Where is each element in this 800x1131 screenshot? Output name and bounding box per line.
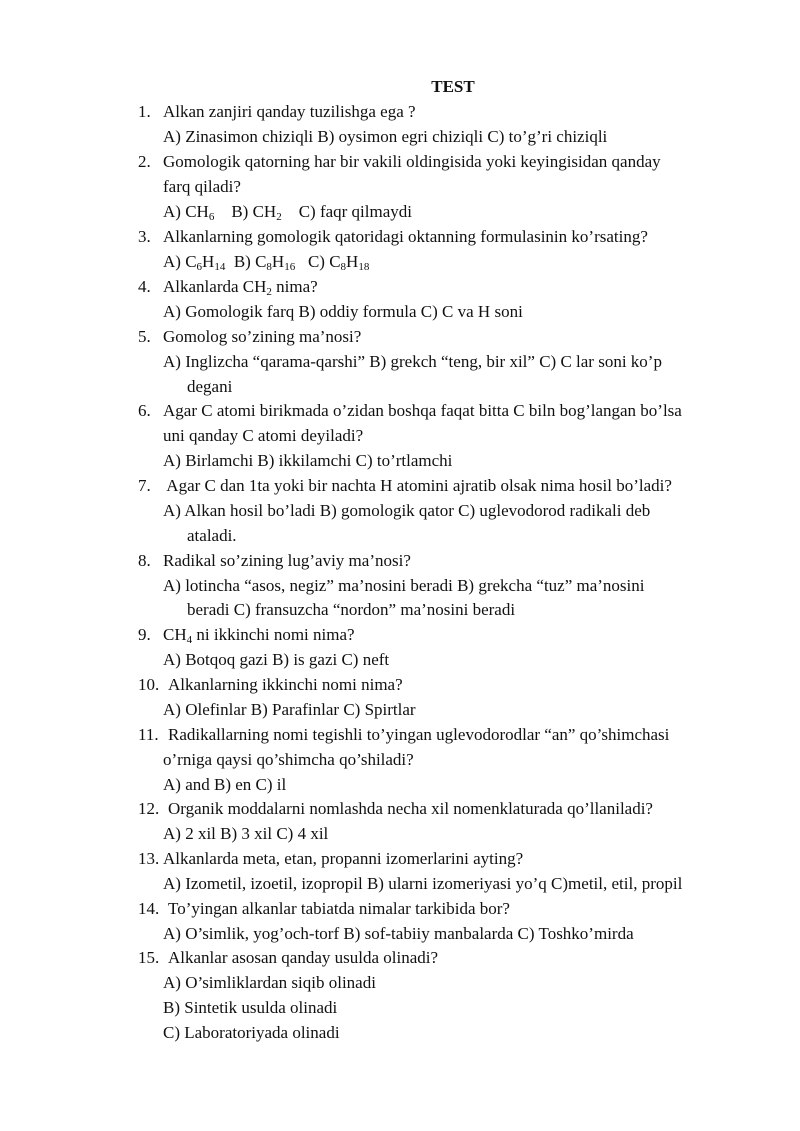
question-text: Alkanlarda meta, etan, propanni izomerlarini ayting? [163, 849, 524, 868]
subscript: 4 [186, 634, 193, 646]
question-number: 11. [138, 725, 159, 744]
question-number: 15. [138, 948, 160, 967]
subscript: 16 [284, 261, 296, 273]
option-b: B) C [233, 252, 267, 271]
question-text: Alkanlarning ikkinchi nomi nima? [168, 675, 403, 694]
question-1 [0, 102, 800, 122]
text-part: nima? [271, 277, 318, 296]
question-number: 2. [138, 152, 151, 171]
question-text: Agar C dan 1ta yoki bir nachta H atomini ajratib olsak nima hosil bo’ladi? [163, 476, 672, 495]
question-text: Radikal so’zining lug’aviy ma’nosi? [163, 551, 411, 570]
question-15 [0, 948, 800, 968]
question-4-options: A) Gomologik farq B) oddiy formula C) C va H soni [163, 302, 523, 321]
question-9 [0, 625, 800, 645]
question-text [163, 277, 318, 297]
question-8-options: A) lotincha “asos, negiz” ma’nosini beradi B) grekcha “tuz” ma’nosini [163, 576, 645, 595]
formula-part: H [202, 252, 215, 271]
question-text [163, 625, 355, 645]
question-8 [0, 551, 800, 571]
question-6-text-continued: uni qanday C atomi deyiladi? [163, 426, 364, 445]
question-2 [0, 152, 800, 172]
text-part: Alkanlarda CH [163, 277, 267, 296]
option-b: B) CH [231, 202, 277, 221]
subscript: 2 [266, 286, 272, 298]
question-12-options: A) 2 xil B) 3 xil C) 4 xil [163, 824, 329, 843]
text-part: ni ikkinchi nomi nima? [192, 625, 355, 644]
question-number: 6. [138, 401, 151, 420]
option-a: A) C [163, 252, 197, 271]
subscript: 14 [214, 261, 226, 273]
question-14 [0, 899, 800, 919]
question-number: 12. [138, 799, 160, 818]
question-text: Radikallarning nomi tegishli to’yingan uglevodorodlar “an” qo’shimchasi [168, 725, 670, 744]
question-3-options [163, 252, 369, 272]
question-6-options: A) Birlamchi B) ikkilamchi C) to’rtlamchi [163, 451, 453, 470]
subscript: 18 [358, 261, 370, 273]
question-text: Gomolog so’zining ma’nosi? [163, 327, 362, 346]
question-5-options-continued: degani [187, 377, 233, 396]
question-text: Gomologik qatorning har bir vakili oldingisida yoki keyingisidan qanday [163, 152, 661, 171]
question-15-option-c: C) Laboratoriyada olinadi [163, 1023, 340, 1042]
question-15-option-a: A) O’simliklardan siqib olinadi [163, 973, 376, 992]
subscript: 6 [208, 211, 215, 223]
question-2-text-continued: farq qiladi? [163, 177, 241, 196]
subscript: 6 [196, 261, 203, 273]
question-number: 3. [138, 227, 151, 246]
option-c: C) faqr qilmaydi [298, 202, 412, 221]
question-2-options [163, 202, 412, 222]
option-a: A) CH [163, 202, 209, 221]
question-13-options: A) Izometil, izoetil, izopropil B) ularni izomeriyasi yo’q C)metil, etil, propil [163, 874, 683, 893]
question-15-option-b: B) Sintetik usulda olinadi [163, 998, 338, 1017]
question-text: Alkanlarning gomologik qatoridagi oktanning formulasinin ko’rsating? [163, 227, 648, 246]
question-11-options: A) and B) en C) il [163, 775, 287, 794]
question-text: To’yingan alkanlar tabiatda nimalar tarkibida bor? [168, 899, 510, 918]
question-11 [0, 725, 800, 745]
question-12 [0, 799, 800, 819]
question-11-text-continued: o’rniga qaysi qo’shimcha qo’shiladi? [163, 750, 414, 769]
question-5-options: A) Inglizcha “qarama-qarshi” B) grekch “teng, bir xil” C) C lar soni ko’p [163, 352, 662, 371]
question-number: 13. [138, 849, 160, 868]
question-number: 9. [138, 625, 151, 644]
page-title: TEST [431, 77, 475, 96]
question-3 [0, 227, 800, 247]
question-13 [0, 849, 800, 869]
question-4 [0, 277, 800, 297]
question-9-options: A) Botqoq gazi B) is gazi C) neft [163, 650, 390, 669]
question-7-options-continued: ataladi. [187, 526, 237, 545]
subscript: 8 [266, 261, 272, 273]
question-number: 7. [138, 476, 151, 495]
question-text: Alkanlar asosan qanday usulda olinadi? [168, 948, 439, 967]
question-10 [0, 675, 800, 695]
question-7 [0, 476, 800, 496]
question-number: 8. [138, 551, 151, 570]
formula-part: H [346, 252, 359, 271]
question-1-options: A) Zinasimon chiziqli B) oysimon egri chiziqli C) to’g’ri chiziqli [163, 127, 608, 146]
subscript: 8 [340, 261, 347, 273]
question-text: Agar C atomi birikmada o’zidan boshqa faqat bitta C biln bog’langan bo’lsa [163, 401, 682, 420]
question-8-options-continued: beradi C) fransuzcha “nordon” ma’nosini beradi [187, 600, 516, 619]
question-number: 10. [138, 675, 160, 694]
question-text: Alkan zanjiri qanday tuzilishga ega ? [163, 102, 416, 121]
question-5 [0, 327, 800, 347]
question-number: 5. [138, 327, 151, 346]
question-number: 4. [138, 277, 151, 296]
subscript: 2 [276, 211, 282, 223]
question-6 [0, 401, 800, 421]
question-text: Organik moddalarni nomlashda necha xil nomenklaturada qo’llaniladi? [168, 799, 653, 818]
question-number: 14. [138, 899, 160, 918]
option-c: C) C [307, 252, 341, 271]
question-number: 1. [138, 102, 151, 121]
text-part: CH [163, 625, 187, 644]
formula-part: H [271, 252, 285, 271]
question-10-options: A) Olefinlar B) Parafinlar C) Spirtlar [163, 700, 416, 719]
question-7-options: A) Alkan hosil bo’ladi B) gomologik qator C) uglevodorod radikali deb [163, 501, 651, 520]
question-14-options: A) O’simlik, yog’och-torf B) sof-tabiiy manbalarda C) Toshko’mirda [163, 924, 634, 943]
